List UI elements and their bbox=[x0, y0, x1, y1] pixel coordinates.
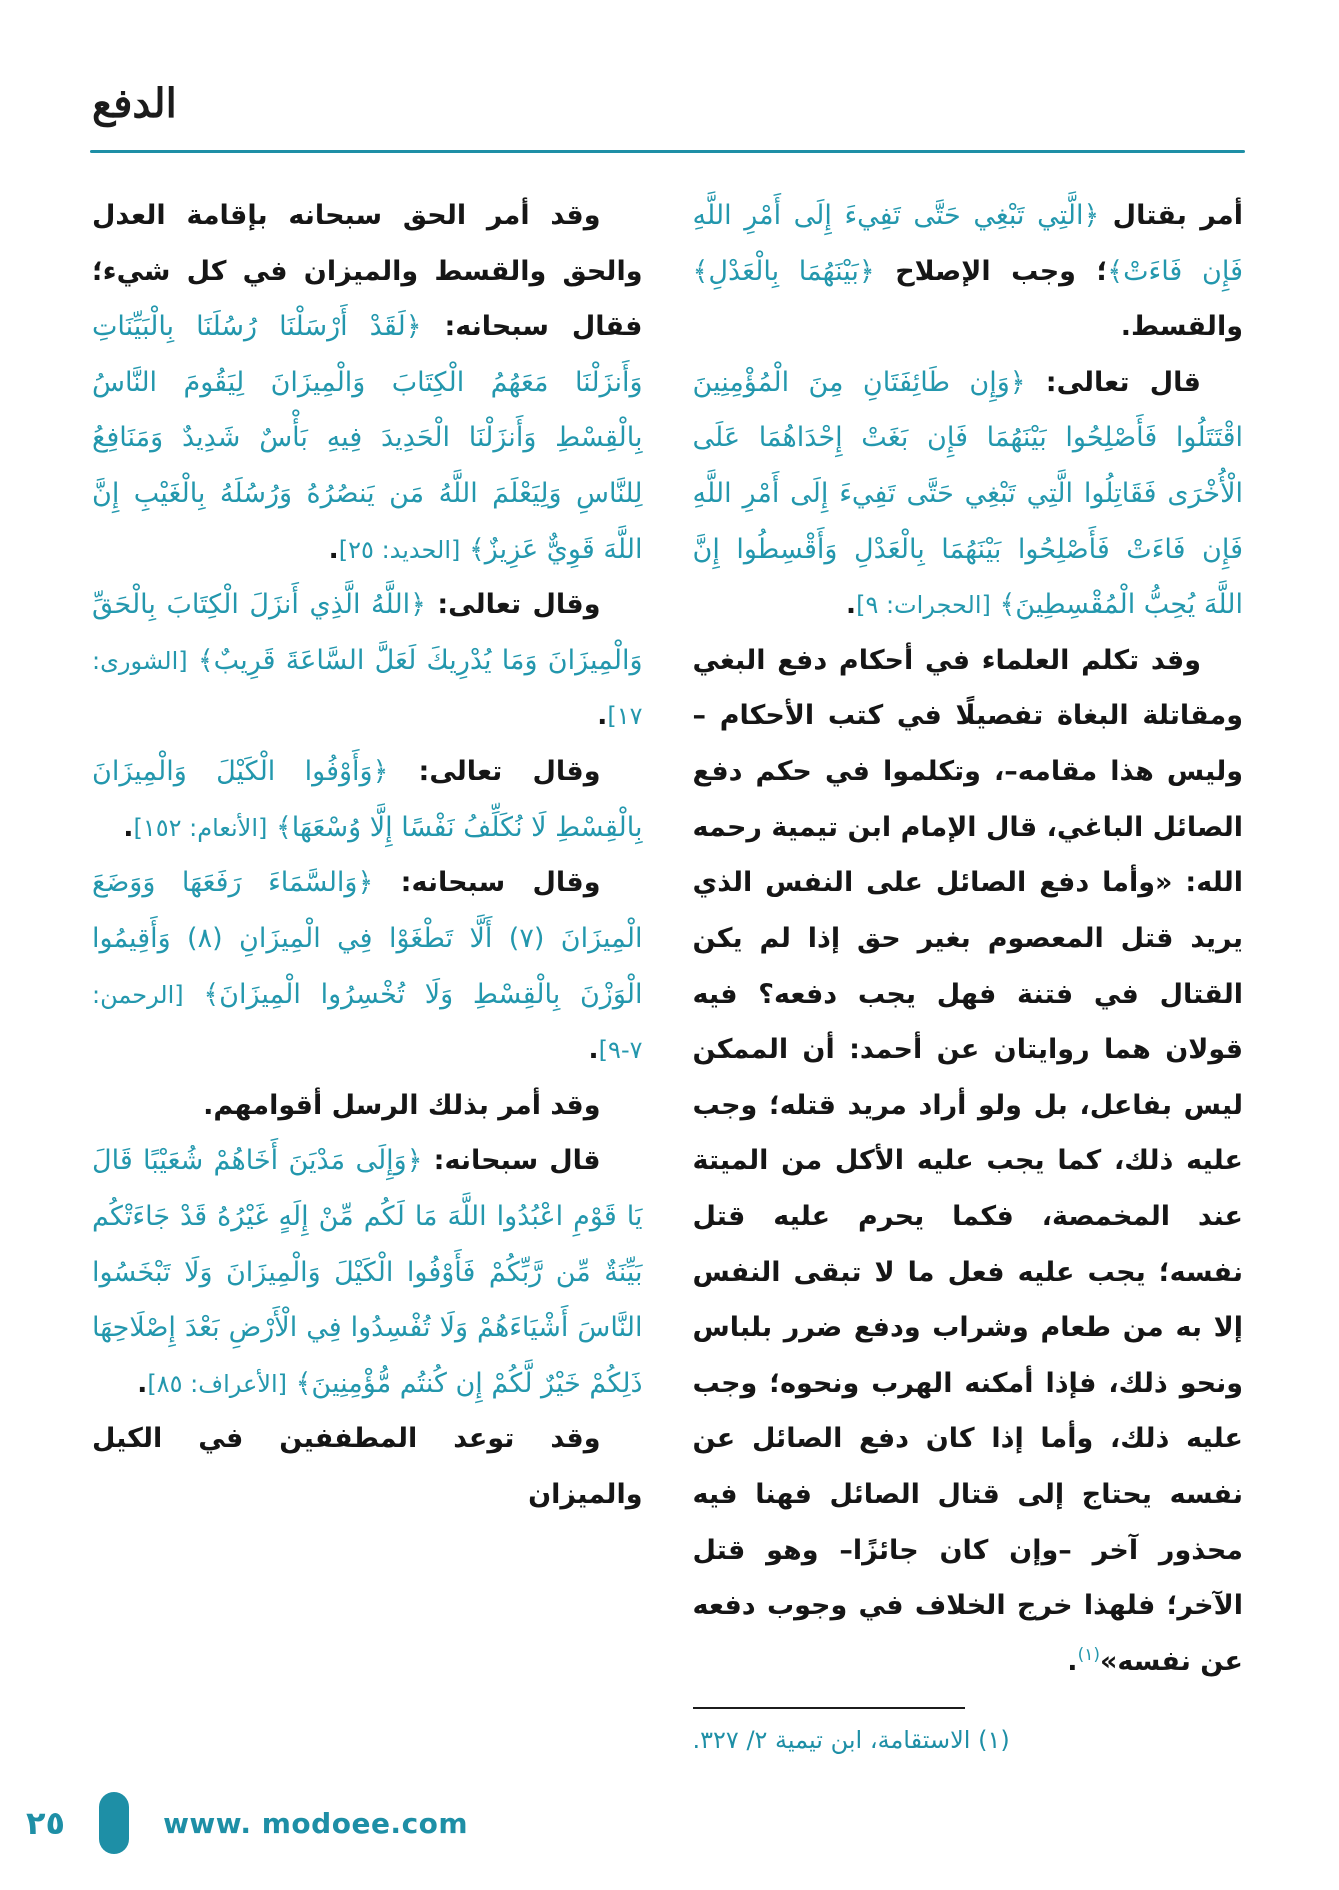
body-text: ؛ وجب الإصلاح bbox=[874, 255, 1108, 287]
body-text: والقسط. bbox=[1120, 311, 1243, 343]
body-text: . bbox=[597, 700, 608, 732]
paragraph bbox=[92, 188, 643, 577]
quran-verse: ﴿لَقَدْ أَرْسَلْنَا رُسُلَنَا بِالْبَيِّنَاتِ وَأَنزَلْنَا مَعَهُمُ الْكِتَابَ وَالْمِيزَانَ لِيَقُومَ النَّاسُ بِالْقِسْطِ وَأَنزَلْنَا الْحَدِيدَ فِيهِ بَأْسٌ شَدِيدٌ وَمَنَافِعُ لِلنَّاسِ وَلِيَعْلَمَ اللَّهُ مَن يَنصُرُهُ وَرُسُلَهُ بِالْغَيْبِ إِنَّ اللَّهَ قَوِيٌّ عَزِيزٌ﴾ bbox=[92, 311, 643, 565]
verse-reference: [الشورى: ١٧] bbox=[92, 646, 643, 731]
body-text: وقد توعد المطففين في الكيل والميزان bbox=[92, 1423, 643, 1511]
body-text: وقد أمر بذلك الرسل أقوامهم. bbox=[203, 1089, 601, 1121]
page-footer bbox=[26, 1792, 468, 1854]
paragraph bbox=[693, 633, 1244, 1690]
body-text: . bbox=[328, 533, 339, 565]
body-text: وقد تكلم العلماء في أحكام دفع البغي ومقاتلة البغاة تفصيلًا في كتب الأحكام –وليس هذا مقامه–، وتكلموا في حكم دفع الصائل الباغي، قال الإمام ابن تيمية رحمه الله: «وأما دفع الصائل على النفس الذي يريد قتل المعصوم بغير حق إذا لم يكن القتال في فتنة فهل يجب دفعه؟ فيه قولان هما روايتان عن أحمد: أن الممكن ليس بفاعل، بل ولو أراد مريد قتله؛ وجب عليه ذلك، كما يجب عليه الأكل من الميتة عند المخمصة، فكما يحرم عليه قتل نفسه؛ يجب عليه فعل ما لا تبقى النفس إلا به من طعام وشراب ودفع ضرر بلباس ونحو ذلك، فإذا أمكنه الهرب ونحوه؛ وجب عليه ذلك، وأما إذا كان دفع الصائل عن نفسه يحتاج إلى قتال الصائل فهنا فيه محذور آخر –وإن كان جائزًا– وهو قتل الآخر؛ فلهذا خرج الخلاف في وجوب دفعه عن نفسه» bbox=[692, 644, 1243, 1677]
body-text: قال سبحانه: bbox=[422, 1145, 601, 1177]
chapter-title: الدفع bbox=[92, 80, 177, 127]
quran-verse: ﴿وَأَوْفُوا الْكَيْلَ وَالْمِيزَانَ بِالْقِسْطِ لَا نُكَلِّفُ نَفْسًا إِلَّا وُسْعَهَا﴾ bbox=[92, 756, 643, 843]
verse-reference: [الأعراف: ٨٥] bbox=[147, 1369, 288, 1398]
paragraph bbox=[693, 188, 1244, 355]
quran-verse: ﴿وَالسَّمَاءَ رَفَعَهَا وَوَضَعَ الْمِيزَانَ (٧) أَلَّا تَطْغَوْا فِي الْمِيزَانِ (٨) وَأَقِيمُوا الْوَزْنَ بِالْقِسْطِ وَلَا تُخْسِرُوا الْمِيزَانَ﴾ bbox=[92, 867, 643, 1010]
body-text: وقال سبحانه: bbox=[373, 867, 601, 899]
page-content bbox=[92, 188, 1243, 1762]
body-text: . bbox=[845, 589, 857, 621]
body-text: قال تعالى: bbox=[1025, 366, 1201, 398]
body-text: أمر بقتال bbox=[1099, 200, 1243, 231]
quran-verse: ﴿وَإِن طَائِفَتَانِ مِنَ الْمُؤْمِنِينَ اقْتَتَلُوا فَأَصْلِحُوا بَيْنَهُمَا فَإِن بَغَتْ إِحْدَاهُمَا عَلَى الْأُخْرَى فَقَاتِلُوا الَّتِي تَبْغِي حَتَّى تَفِيءَ إِلَى أَمْرِ اللَّهِ فَإِن فَاءَتْ فَأَصْلِحُوا بَيْنَهُمَا بِالْعَدْلِ وَأَقْسِطُوا إِنَّ اللَّهَ يُحِبُّ الْمُقْسِطِينَ﴾ bbox=[692, 366, 1243, 621]
header-divider bbox=[90, 150, 1245, 153]
body-text: . bbox=[137, 1367, 148, 1399]
body-text: وقد أمر الحق سبحانه بإقامة العدل والحق والقسط والميزان في كل شيء؛ فقال سبحانه: bbox=[92, 200, 643, 343]
body-text: . bbox=[1067, 1645, 1078, 1677]
right-column bbox=[693, 188, 1244, 1762]
footnote-divider bbox=[693, 1707, 965, 1709]
paragraph bbox=[92, 577, 643, 744]
website-text: www. modoee.com bbox=[163, 1806, 469, 1840]
body-text: وقال تعالى: bbox=[388, 756, 601, 788]
footnote-marker: (١) bbox=[1077, 1644, 1100, 1665]
footer-accent-bar bbox=[99, 1792, 129, 1854]
body-text: . bbox=[588, 1034, 599, 1066]
body-text: . bbox=[123, 811, 134, 843]
paragraph bbox=[92, 855, 643, 1077]
body-text: وقال تعالى: bbox=[426, 589, 601, 621]
quran-verse: ﴿وَإِلَى مَدْيَنَ أَخَاهُمْ شُعَيْبًا قَالَ يَا قَوْمِ اعْبُدُوا اللَّهَ مَا لَكُم مِّنْ إِلَهٍ غَيْرُهُ قَدْ جَاءَتْكُم بَيِّنَةٌ مِّن رَّبِّكُمْ فَأَوْفُوا الْكَيْلَ وَالْمِيزَانَ وَلَا تَبْخَسُوا النَّاسَ أَشْيَاءَهُمْ وَلَا تُفْسِدُوا فِي الْأَرْضِ بَعْدَ إِصْلَاحِهَا ذَلِكُمْ خَيْرٌ لَّكُمْ إِن كُنتُم مُّؤْمِنِينَ﴾ bbox=[92, 1145, 643, 1399]
verse-reference: [الحجرات: ٩] bbox=[856, 591, 991, 620]
page-number: ٢٥ bbox=[26, 1804, 66, 1842]
left-column-text bbox=[92, 188, 643, 1523]
verse-reference: [الأنعام: ١٥٢] bbox=[133, 813, 268, 842]
quran-verse: ﴿بَيْنَهُمَا بِالْعَدْلِ﴾ bbox=[692, 255, 875, 287]
quran-verse: ﴿الَّتِي تَبْغِي حَتَّى تَفِيءَ إِلَى أَمْرِ اللَّهِ فَإِن فَاءَتْ﴾ bbox=[692, 200, 1243, 287]
footnote-text: (١) الاستقامة، ابن تيمية ٢/ ٣٢٧. bbox=[692, 1725, 1010, 1754]
footnote-area bbox=[693, 1693, 1244, 1762]
paragraph bbox=[92, 1411, 643, 1522]
verse-reference: [الحديد: ٢٥] bbox=[338, 535, 461, 564]
paragraph bbox=[92, 1078, 643, 1134]
verse-reference: [الرحمن: ٧-٩] bbox=[92, 980, 643, 1065]
right-column-text bbox=[693, 188, 1244, 1689]
left-column bbox=[92, 188, 643, 1762]
paragraph bbox=[92, 744, 643, 855]
quran-verse: ﴿اللَّهُ الَّذِي أَنزَلَ الْكِتَابَ بِالْحَقِّ وَالْمِيزَانَ وَمَا يُدْرِيكَ لَعَلَّ السَّاعَةَ قَرِيبٌ﴾ bbox=[92, 589, 643, 676]
paragraph bbox=[693, 355, 1244, 633]
paragraph bbox=[92, 1133, 643, 1411]
